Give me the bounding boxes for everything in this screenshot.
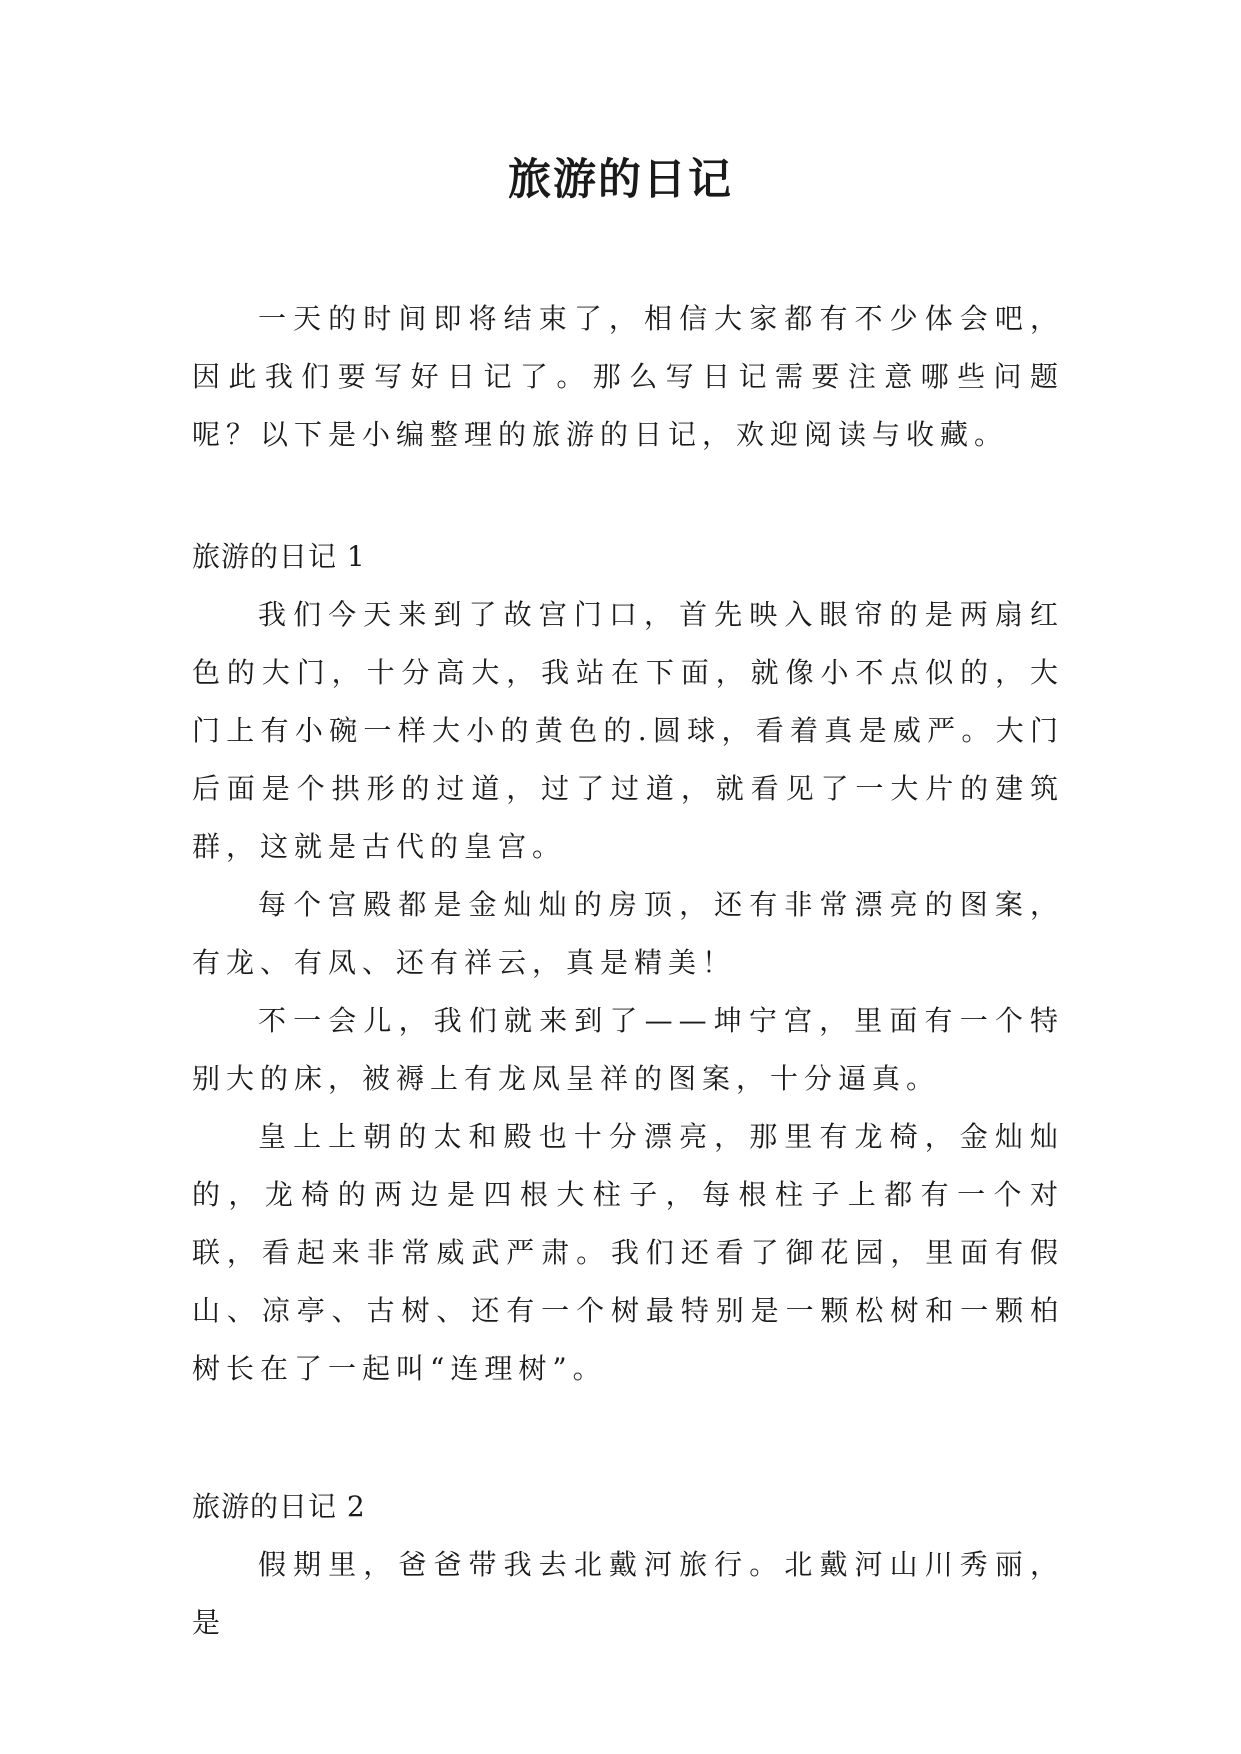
section-paragraph: 皇上上朝的太和殿也十分漂亮，那里有龙椅，金灿灿的，龙椅的两边是四根大柱子，每根柱子上都有一个对联，看起来非常威武严肃。我们还看了御花园，里面有假山、凉亭、古树、还有一个树最特别是一颗松树和一颗柏树长在了一起叫“连理树”。	[192, 1120, 1064, 1385]
section-heading: 旅游的日记 1	[192, 540, 366, 573]
section-paragraph: 我们今天来到了故宫门口，首先映入眼帘的是两扇红色的大门，十分高大，我站在下面，就像小不点似的，大门上有小碗一样大小的黄色的.圆球，看着真是威严。大门后面是个拱形的过道，过了过道，就看见了一大片的建筑群，这就是古代的皇宫。	[192, 598, 1064, 863]
section-paragraph: 每个宫殿都是金灿灿的房顶，还有非常漂亮的图案，有龙、有凤、还有祥云，真是精美！	[192, 888, 1064, 979]
section-1-body	[192, 586, 1064, 1398]
intro-section	[192, 290, 1064, 464]
section-2-heading-block	[192, 1478, 1064, 1536]
section-heading: 旅游的日记 2	[192, 1490, 366, 1523]
section-1-heading-block	[192, 528, 1064, 586]
document-title: 旅游的日记	[508, 155, 733, 205]
intro-paragraph: 一天的时间即将结束了，相信大家都有不少体会吧，因此我们要写好日记了。那么写日记需要注意哪些问题呢？以下是小编整理的旅游的日记，欢迎阅读与收藏。	[192, 302, 1064, 451]
section-paragraph: 不一会儿，我们就来到了——坤宁宫，里面有一个特别大的床，被褥上有龙凤呈祥的图案，十分逼真。	[192, 1004, 1064, 1095]
section-paragraph: 假期里，爸爸带我去北戴河旅行。北戴河山川秀丽，是	[192, 1548, 1064, 1639]
section-2-body	[192, 1536, 1064, 1652]
